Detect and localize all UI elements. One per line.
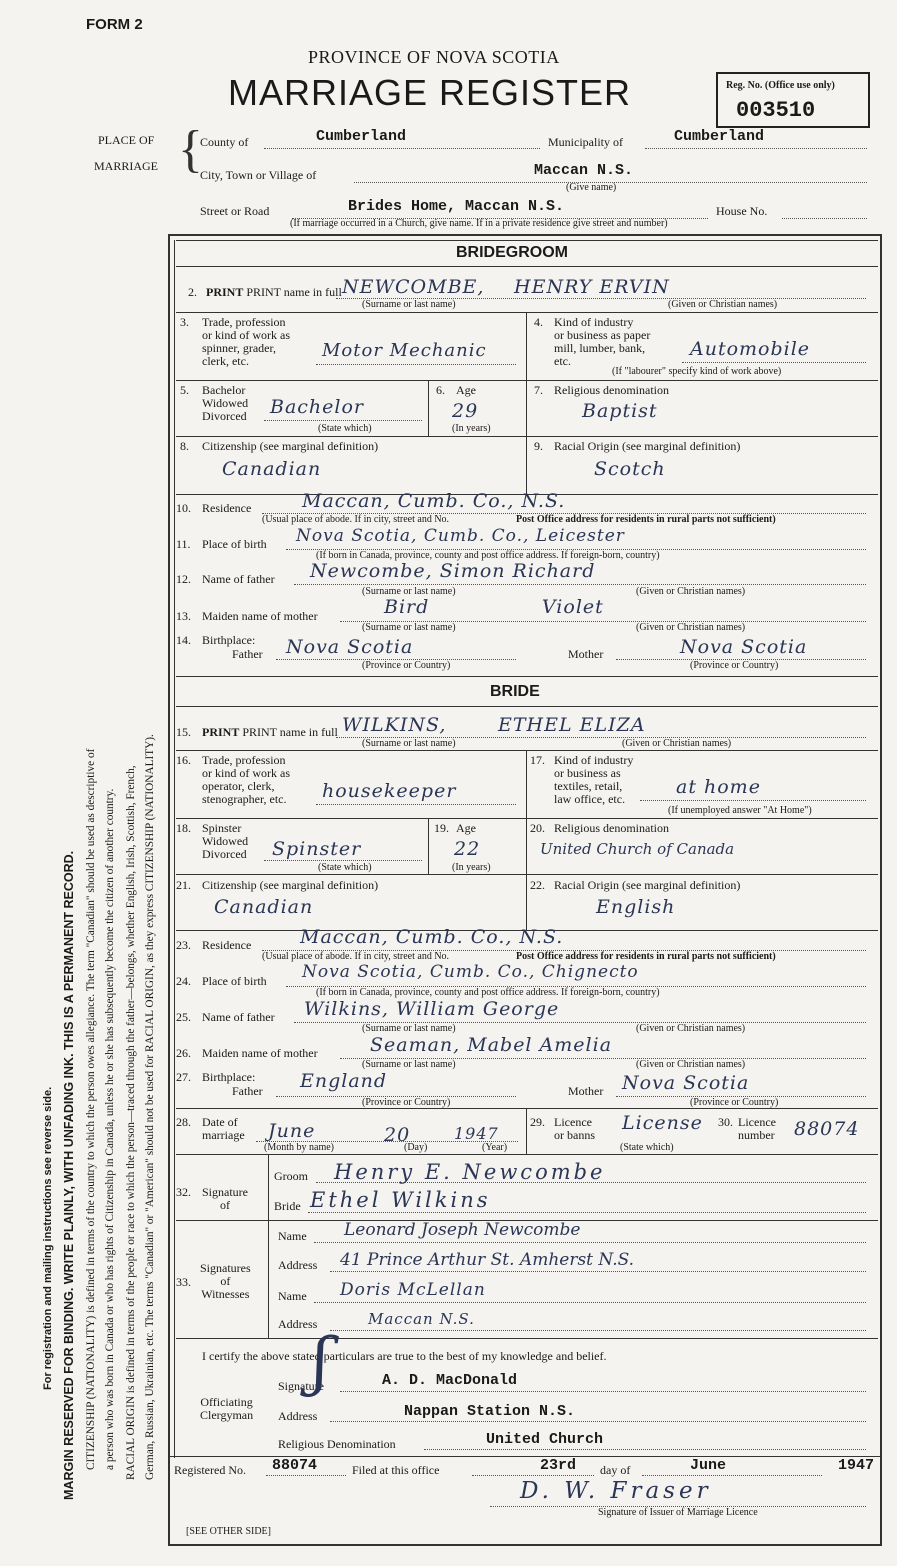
- groom-racial: Scotch: [594, 458, 666, 480]
- w2-address-label: Address: [278, 1317, 318, 1331]
- margin-citizenship-2: a person who was born in Canada or who has rights of Citizenship in Canada, unless he or she has subsequently become the citizen of another country.: [104, 788, 116, 1470]
- age-label-groom: Age: [456, 383, 476, 397]
- bride-religion: United Church of Canada: [540, 840, 735, 858]
- groom-given: HENRY ERVIN: [514, 276, 670, 298]
- bride-citizenship: Canadian: [214, 896, 314, 918]
- groom-mother-birthplace: Nova Scotia: [680, 636, 808, 658]
- licence-type: License: [622, 1112, 703, 1134]
- num-12: 12.: [176, 572, 191, 586]
- groom-age: 29: [452, 400, 479, 422]
- bride-father-surname-note: (Surname or last name): [362, 1023, 456, 1034]
- margin-racial-2: German, Russian, Ukrainian, etc. The terms "Canadian" or "American" should not be used for RACIAL ORIGIN, as they express CITIZENSHIP (NATIONALITY).: [144, 734, 156, 1480]
- mother-label-bride: Maiden name of mother: [202, 1046, 318, 1060]
- city-label: City, Town or Village of: [200, 168, 317, 182]
- age-label-bride: Age: [456, 821, 476, 835]
- clergy-signature: A. D. MacDonald: [382, 1372, 518, 1389]
- groom-status-note: (State which): [318, 423, 372, 434]
- bride-birthplace: Nova Scotia, Cumb. Co., Chignecto: [302, 962, 639, 982]
- place-label-1: PLACE OF: [98, 133, 155, 147]
- mother-bp-label-bride: Mother: [568, 1084, 604, 1098]
- num-3: 3.: [180, 315, 189, 329]
- bride-status: Spinster: [272, 838, 362, 860]
- issuer-signature: D. W. Fraser: [520, 1478, 712, 1504]
- groom-age-note: (In years): [452, 423, 491, 434]
- groom-residence-note-b: Post Office address for residents in rural parts not sufficient): [516, 514, 776, 525]
- bride-trade: housekeeper: [322, 780, 457, 802]
- clergy-address-label: Address: [278, 1409, 318, 1423]
- bachelor-label: Bachelor Widowed Divorced: [202, 383, 249, 423]
- print-label-groom: PRINT PRINT name in full: [206, 285, 342, 299]
- num-5: 5.: [180, 383, 189, 397]
- father-bp-label-bride: Father: [232, 1084, 263, 1098]
- bride-mother-given-note: (Given or Christian names): [636, 1059, 746, 1070]
- bride-residence-note: (Usual place of abode. If in city, street and No.: [262, 951, 450, 962]
- bride-age-note: (In years): [452, 862, 491, 873]
- bride-surname-note: (Surname or last name): [362, 738, 456, 749]
- groom-surname: NEWCOMBE,: [342, 276, 485, 298]
- province-heading: PROVINCE OF NOVA SCOTIA: [308, 47, 560, 67]
- spinster-label: Spinster Widowed Divorced: [202, 821, 249, 861]
- groom-father-given-note: (Given or Christian names): [636, 586, 746, 597]
- groom-religion: Baptist: [582, 400, 658, 422]
- w2-name-label: Name: [278, 1289, 307, 1303]
- licence-state-note: (State which): [620, 1142, 674, 1153]
- num-30: 30.: [718, 1115, 733, 1129]
- filed-label: Filed at this office: [352, 1463, 440, 1477]
- clergy-denom-label: Religious Denomination: [278, 1437, 396, 1451]
- licence-num-label: Licence number: [738, 1115, 776, 1142]
- religion-label-bride: Religious denomination: [554, 821, 669, 835]
- father-bp-label-groom: Father: [232, 647, 263, 661]
- bride-mother-surname-note: (Surname or last name): [362, 1059, 456, 1070]
- bride-surname: WILKINS,: [342, 714, 447, 736]
- groom-father-birthplace: Nova Scotia: [286, 636, 414, 658]
- bride-status-note: (State which): [318, 862, 372, 873]
- trade-label-bride: Trade, profession or kind of work as operator, clerk, stenographer, etc.: [202, 753, 290, 806]
- see-other-side: [SEE OTHER SIDE]: [186, 1526, 271, 1537]
- bride-signature: Ethel Wilkins: [310, 1188, 491, 1212]
- bride-mother-birthplace: Nova Scotia: [622, 1072, 750, 1094]
- issuer-label: Signature of Issuer of Marriage Licence: [598, 1507, 758, 1518]
- groom-status: Bachelor: [270, 396, 365, 418]
- groom-mother: Bird Violet: [384, 596, 604, 618]
- bride-mother-bp-note: (Province or Country): [690, 1097, 779, 1108]
- groom-sig-label: Groom: [274, 1169, 308, 1183]
- num-21: 21.: [176, 878, 191, 892]
- month-note: (Month by name): [264, 1142, 334, 1153]
- bride-mother: Seaman, Mabel Amelia: [370, 1034, 613, 1056]
- groom-residence-note: (Usual place of abode. If in city, street and No.: [262, 514, 450, 525]
- clergy-label: Officiating Clergyman: [200, 1395, 254, 1422]
- groom-mother-given-note: (Given or Christian names): [636, 622, 746, 633]
- w1-address-label: Address: [278, 1258, 318, 1272]
- num-6: 6.: [436, 383, 445, 397]
- place-label-2: MARRIAGE: [94, 159, 159, 173]
- bride-residence: Maccan, Cumb. Co., N.S.: [300, 926, 564, 948]
- birthplace-label-groom: Place of birth: [202, 537, 267, 551]
- num-25: 25.: [176, 1010, 191, 1024]
- bride-father-bp-note: (Province or Country): [362, 1097, 451, 1108]
- num-23: 23.: [176, 938, 191, 952]
- num-24: 24.: [176, 974, 191, 988]
- reg-box-label: Reg. No. (Office use only): [726, 80, 835, 91]
- num-32: 32.: [176, 1185, 191, 1199]
- num-28: 28.: [176, 1115, 191, 1129]
- num-9: 9.: [534, 439, 543, 453]
- num-19: 19.: [434, 821, 449, 835]
- mother-bp-label-groom: Mother: [568, 647, 604, 661]
- day-note: (Day): [404, 1142, 428, 1153]
- industry-label-groom: Kind of industry or business as paper mill, lumber, bank, etc.: [554, 315, 651, 368]
- reg-box-number: 003510: [736, 98, 816, 123]
- bride-given: ETHEL ELIZA: [498, 714, 646, 736]
- form-number: FORM 2: [86, 16, 143, 33]
- birthplace-label-bride: Place of birth: [202, 974, 267, 988]
- parents-birthplace-label-groom: Birthplace:: [202, 633, 256, 647]
- groom-birthplace: Nova Scotia, Cumb. Co., Leicester: [296, 526, 625, 546]
- marriage-day: 20: [384, 1124, 411, 1146]
- num-14: 14.: [176, 633, 191, 647]
- city-value: Maccan N.S.: [534, 162, 634, 179]
- residence-label-bride: Residence: [202, 938, 252, 952]
- print-label-bride: PRINT PRINT name in full: [202, 725, 338, 739]
- signature-of-label: Signature of: [202, 1185, 248, 1212]
- place-brace: {: [178, 121, 203, 178]
- filed-month: June: [690, 1457, 727, 1474]
- groom-signature: Henry E. Newcombe: [334, 1160, 606, 1184]
- num-26: 26.: [176, 1046, 191, 1060]
- page-title: MARRIAGE REGISTER: [228, 72, 632, 113]
- num-27: 27.: [176, 1070, 191, 1084]
- print-label-bride-text: PRINT name in full: [242, 725, 338, 739]
- reg-box: [716, 72, 870, 128]
- groom-industry: Automobile: [690, 338, 811, 360]
- groom-mother-bp-note: (Province or Country): [690, 660, 779, 671]
- num-17: 17.: [530, 753, 545, 767]
- witness-label: Signatures of Witnesses: [200, 1261, 251, 1301]
- section-bridegroom: BRIDEGROOM: [456, 244, 568, 261]
- groom-father-surname-note: (Surname or last name): [362, 586, 456, 597]
- groom-mother-surname-note: (Surname or last name): [362, 622, 456, 633]
- num-20: 20.: [530, 821, 545, 835]
- bride-given-note: (Given or Christian names): [622, 738, 732, 749]
- groom-trade: Motor Mechanic: [322, 340, 487, 361]
- filed-year: 1947: [838, 1457, 875, 1474]
- num-10: 10.: [176, 501, 191, 515]
- marriage-month: June: [268, 1120, 316, 1142]
- groom-citizenship: Canadian: [222, 458, 322, 480]
- registered-number: 88074: [272, 1457, 318, 1474]
- num-8: 8.: [180, 439, 189, 453]
- margin-instructions: For registration and mailing instructions see reverse side.: [42, 1086, 54, 1390]
- bride-age: 22: [454, 838, 481, 860]
- clergy-address: Nappan Station N.S.: [404, 1403, 576, 1420]
- day-of-label: day of: [600, 1463, 631, 1477]
- clergy-sig-label: Signature: [278, 1379, 324, 1393]
- num-15: 15.: [176, 725, 191, 739]
- num-29: 29.: [530, 1115, 545, 1129]
- house-label: House No.: [716, 204, 768, 218]
- groom-given-note: (Given or Christian names): [668, 299, 778, 310]
- year-note: (Year): [482, 1142, 508, 1153]
- father-label-bride: Name of father: [202, 1010, 275, 1024]
- residence-label-groom: Residence: [202, 501, 252, 515]
- county-value: Cumberland: [316, 128, 407, 145]
- licence-number: 88074: [794, 1118, 860, 1140]
- bride-residence-note-b: Post Office address for residents in rural parts not sufficient): [516, 951, 776, 962]
- municipality-value: Cumberland: [674, 128, 765, 145]
- date-label: Date of marriage: [202, 1115, 245, 1142]
- licence-label: Licence or banns: [554, 1115, 595, 1142]
- bride-father-birthplace: England: [300, 1070, 388, 1092]
- filed-day: 23rd: [540, 1457, 577, 1474]
- racial-label-bride: Racial Origin (see marginal definition): [554, 878, 741, 892]
- certify-text: I certify the above stated particulars are true to the best of my knowledge and belief.: [202, 1349, 607, 1363]
- num-18: 18.: [176, 821, 191, 835]
- street-label: Street or Road: [200, 204, 270, 218]
- racial-label-groom: Racial Origin (see marginal definition): [554, 439, 741, 453]
- num-22: 22.: [530, 878, 545, 892]
- num-11: 11.: [176, 537, 191, 551]
- bride-sig-label: Bride: [274, 1199, 301, 1213]
- street-note: (If marriage occurred in a Church, give name. If in a private residence give street and number): [290, 218, 668, 229]
- bride-industry: at home: [676, 776, 761, 798]
- groom-residence: Maccan, Cumb. Co., N.S.: [302, 490, 566, 512]
- bride-birthplace-note: (If born in Canada, province, county and post office address. If foreign-born, country): [316, 987, 660, 998]
- margin-racial-1: RACIAL ORIGIN is defined in terms of the people or race to which the person—traced through the father—belongs, whether English, Irish, Scottish, French,: [125, 765, 137, 1480]
- margin-binding: MARGIN RESERVED FOR BINDING. WRITE PLAINLY, WITH UNFADING INK. THIS IS A PERMANENT RECORD.: [62, 850, 76, 1500]
- bride-father-given-note: (Given or Christian names): [636, 1023, 746, 1034]
- municipality-label: Municipality of: [548, 135, 623, 149]
- county-label: County of: [200, 135, 249, 149]
- num-33: 33.: [176, 1275, 191, 1289]
- num-2: 2.: [188, 285, 197, 299]
- num-7: 7.: [534, 383, 543, 397]
- clergy-denom: United Church: [486, 1431, 604, 1448]
- trade-label-groom: Trade, profession or kind of work as spinner, grader, clerk, etc.: [202, 315, 290, 368]
- margin-citizenship-1: CITIZENSHIP (NATIONALITY) is defined in terms of the country to which the person owes allegiance. The term "Canadian" should be used as descriptive of: [85, 748, 97, 1470]
- w1-name: Leonard Joseph Newcombe: [344, 1220, 581, 1240]
- marriage-year: 1947: [454, 1124, 499, 1143]
- parents-birthplace-label-bride: Birthplace:: [202, 1070, 256, 1084]
- industry-label-bride: Kind of industry or business as textiles, retail, law office, etc.: [554, 753, 634, 806]
- groom-father-bp-note: (Province or Country): [362, 660, 451, 671]
- religion-label-groom: Religious denomination: [554, 383, 669, 397]
- citizenship-label-groom: Citizenship (see marginal definition): [202, 439, 379, 453]
- reg-no-label: Registered No.: [174, 1463, 246, 1477]
- groom-father: Newcombe, Simon Richard: [310, 560, 596, 582]
- print-label-groom-text: PRINT name in full: [246, 285, 342, 299]
- w1-name-label: Name: [278, 1229, 307, 1243]
- section-bride: BRIDE: [490, 683, 540, 700]
- num-16: 16.: [176, 753, 191, 767]
- city-note: (Give name): [566, 182, 617, 193]
- w2-address: Maccan N.S.: [368, 1310, 475, 1328]
- bride-racial: English: [596, 896, 676, 918]
- groom-surname-note: (Surname or last name): [362, 299, 456, 310]
- street-value: Brides Home, Maccan N.S.: [348, 198, 565, 215]
- w1-address: 41 Prince Arthur St. Amherst N.S.: [340, 1250, 635, 1270]
- num-13: 13.: [176, 609, 191, 623]
- labourer-note: (If "labourer" specify kind of work above): [612, 366, 782, 377]
- w2-name: Doris McLellan: [340, 1280, 486, 1300]
- clergy-flourish: ʃ: [312, 1325, 330, 1399]
- groom-birthplace-note: (If born in Canada, province, county and post office address. If foreign-born, country): [316, 550, 660, 561]
- unemployed-note: (If unemployed answer "At Home"): [668, 805, 812, 816]
- citizenship-label-bride: Citizenship (see marginal definition): [202, 878, 379, 892]
- bride-father: Wilkins, William George: [304, 998, 560, 1020]
- num-4: 4.: [534, 315, 543, 329]
- father-label-groom: Name of father: [202, 572, 275, 586]
- mother-label-groom: Maiden name of mother: [202, 609, 318, 623]
